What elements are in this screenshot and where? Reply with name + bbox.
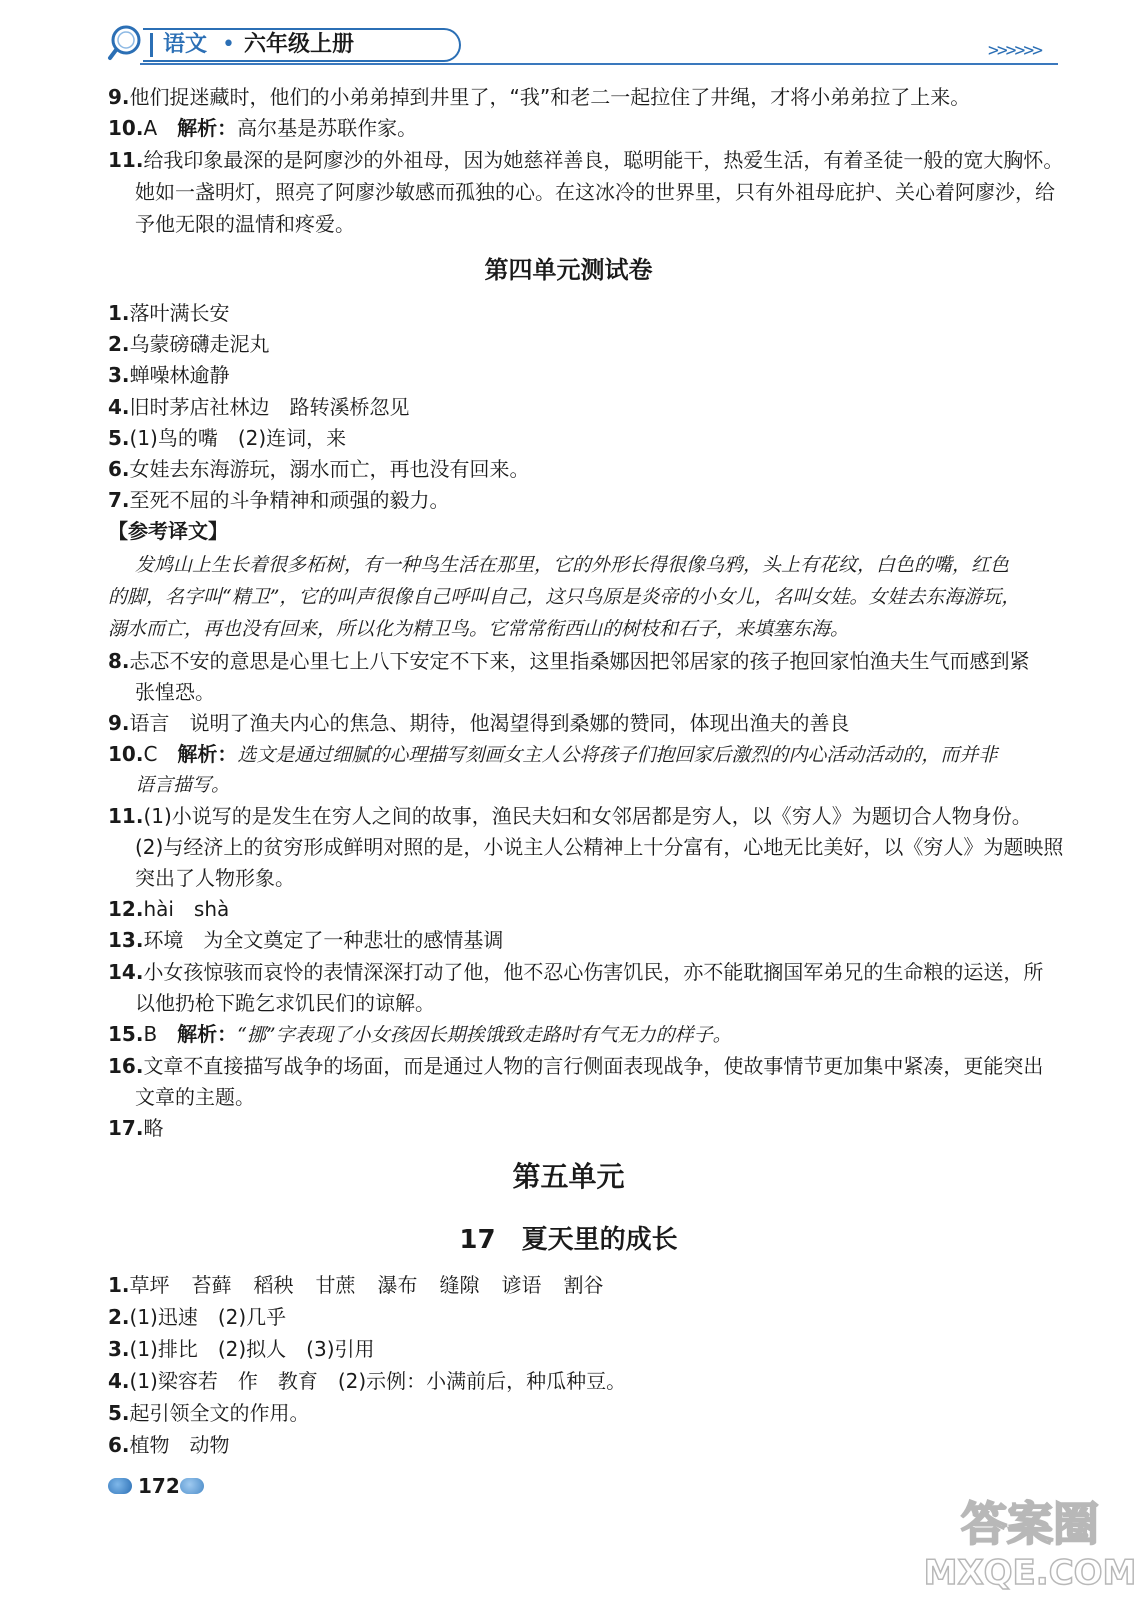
word: 草坪 [129, 1273, 170, 1297]
word: 苔藓 [191, 1273, 232, 1297]
answer-item: 13.环境 为全文奠定了一种悲壮的感情基调 [108, 928, 504, 952]
answer-item: 10.C 解析：选文是通过细腻的心理描写刻画女主人公将孩子们抱回家后激烈的内心活动活动的，而并非 [108, 742, 998, 766]
word: 甘蔗 [315, 1273, 356, 1297]
answer-item: 2.(1)迅速 (2)几乎 [108, 1305, 287, 1329]
header-dot: • [222, 32, 235, 57]
answer-line: (2)与经济上的贫穷形成鲜明对照的是，小说主人公精神上十分富有，心地无比美好，以《穷人》为题映照 [135, 835, 1064, 859]
answer-item: 15.B 解析：“挪”字表现了小女孩因长期挨饿致走路时有气无力的样子。 [108, 1022, 732, 1046]
answer-item: 5.起引领全文的作用。 [108, 1401, 310, 1425]
word: 谚语 [501, 1273, 542, 1297]
answer-item: 6.植物 动物 [108, 1433, 230, 1457]
answer-item: 7.至死不屈的斗争精神和顽强的毅力。 [108, 488, 450, 512]
page-dot-icon [180, 1478, 204, 1494]
answer-line: 语言描写。 [135, 774, 231, 796]
word: 缝隙 [439, 1273, 480, 1297]
answer-item: 3.蝉噪林逾静 [108, 363, 230, 387]
answer-item: 2.乌蒙磅礴走泥丸 [108, 332, 270, 356]
lesson-title: 17 夏天里的成长 [459, 1225, 678, 1255]
answer-line: 她如一盏明灯，照亮了阿廖沙敏感而孤独的心。在这冰冷的世界里，只有外祖母庇护、关心着阿廖沙，给 [135, 180, 1055, 204]
answer-item: 17.略 [108, 1116, 164, 1140]
answer-item: 11.(1)小说写的是发生在穷人之间的故事，渔民夫妇和女邻居都是穷人，以《穷人》为题切合人物身份。 [108, 804, 1032, 828]
answer-item: 16.文章不直接描写战争的场面，而是通过人物的言行侧面表现战争，使故事情节更加集中紧凑，更能突出 [108, 1054, 1044, 1078]
header-subject: 语文 [163, 32, 208, 57]
translation-line: 发鸠山上生长着很多柘树，有一种鸟生活在那里，它的外形长得很像乌鸦，头上有花纹，白色的嘴，红色 [135, 554, 1010, 576]
answer-line: 文章的主题。 [135, 1085, 255, 1109]
answer-item: 5.(1)鸟的嘴 (2)连词，来 [108, 426, 347, 450]
answer-item: 10.A 解析：高尔基是苏联作家。 [108, 116, 418, 140]
watermark-text: 答案圈 [961, 1497, 1099, 1551]
answer-item: 8.忐忑不安的意思是心里七上八下安定不下来，这里指桑娜因把邻居家的孩子抱回家怕渔夫生气而感到紧 [108, 649, 1030, 673]
unit5-title: 第五单元 [512, 1160, 625, 1193]
header-arrows: >>>>>> [988, 40, 1042, 61]
answer-line: 予他无限的温情和疼爱。 [135, 212, 355, 236]
word: 稻秧 [253, 1273, 294, 1297]
page-number: 172 [138, 1474, 180, 1498]
translation-line: 溺水而亡，再也没有回来，所以化为精卫鸟。它常常衔西山的树枝和石子，来填塞东海。 [108, 618, 850, 640]
answer-item: 4.(1)梁容若 作 教育 (2)示例：小满前后，种瓜种豆。 [108, 1369, 627, 1393]
answer-item: 1.落叶满长安 [108, 301, 230, 325]
watermark-url: MXQE.COM [923, 1553, 1137, 1593]
answer-line: 以他扔枪下跪乞求饥民们的谅解。 [135, 991, 435, 1015]
word: 割谷 [563, 1273, 604, 1297]
answer-item: 9.语言 说明了渔夫内心的焦急、期待，他渴望得到桑娜的赞同，体现出渔夫的善良 [108, 711, 850, 735]
answer-item: 1.草坪 苔藓 稻秧 甘蔗 瀑布 缝隙 谚语 割谷 [108, 1273, 604, 1297]
answer-line: 张惶恐。 [135, 680, 215, 704]
answer-item: 12.hài shà [108, 897, 230, 921]
reference-translation-label: 【参考译文】 [108, 519, 228, 543]
answer-item: 14.小女孩惊骇而哀怜的表情深深打动了他，他不忍心伤害饥民，亦不能耽搁国军弟兄的生命粮的运送，所 [108, 960, 1044, 984]
answer-item: 4.旧时茅店社林边 路转溪桥忽见 [108, 395, 410, 419]
page-dot-icon [108, 1478, 132, 1494]
answer-item: 6.女娃去东海游玩，溺水而亡，再也没有回来。 [108, 457, 530, 481]
translation-line: 的脚，名字叫“精卫”，它的叫声很像自己呼叫自己，这只鸟原是炎帝的小女儿，名叫女娃。女娃去东海游玩， [108, 586, 1021, 608]
answer-item: 11.给我印象最深的是阿廖沙的外祖母，因为她慈祥善良，聪明能干，热爱生活，有着圣徒一般的宽大胸怀。 [108, 148, 1064, 172]
unit4-title: 第四单元测试卷 [484, 256, 653, 284]
watermark-logo [923, 1488, 1137, 1593]
header-grade: 六年级上册 [244, 32, 355, 57]
answer-line: 突出了人物形象。 [135, 866, 295, 890]
answer-item: 9.他们捉迷藏时，他们的小弟弟掉到井里了，“我”和老二一起拉住了井绳，才将小弟弟拉了上来。 [108, 85, 971, 109]
answer-item: 3.(1)排比 (2)拟人 (3)引用 [108, 1337, 375, 1361]
word: 瀑布 [377, 1273, 418, 1297]
